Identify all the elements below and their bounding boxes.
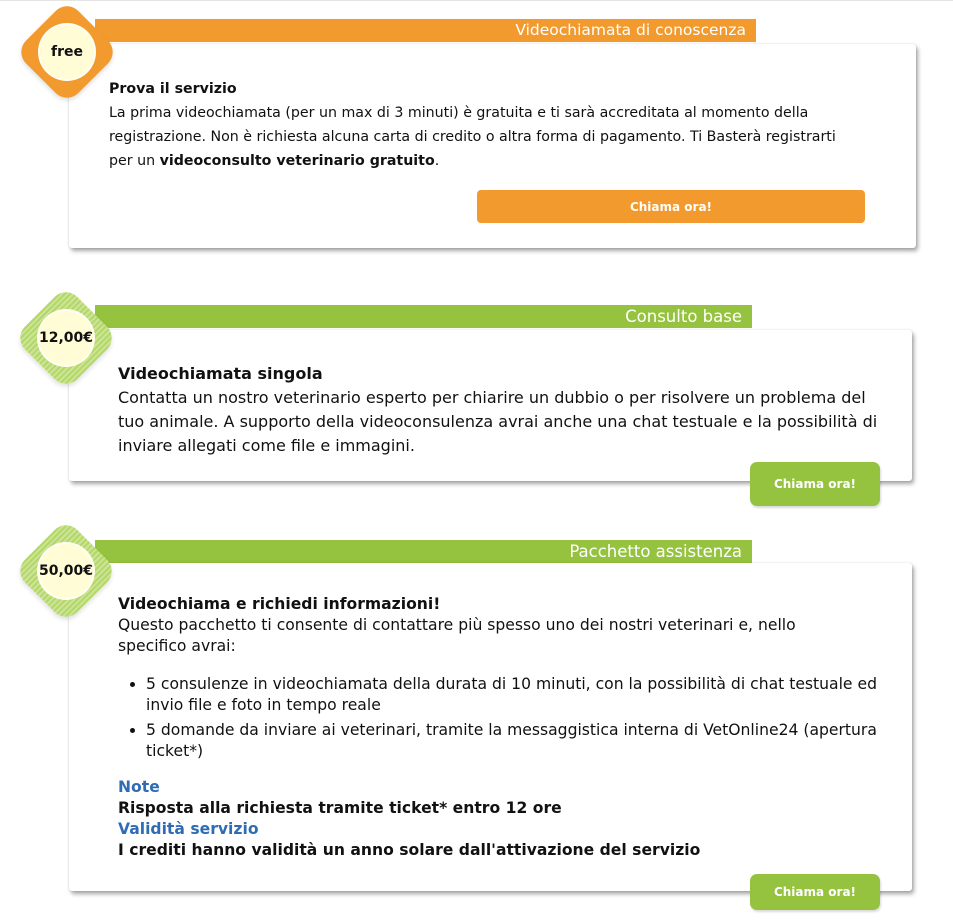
plan-text-line: La prima videochiamata (per un max di 3 minuti) è gratuita e ti sarà accreditata al momento della bbox=[109, 105, 809, 121]
plan-text: Contatta un nostro veterinario esperto per chiarire un dubbio o per risolvere un problema del tuo animale. A supporto della videoconsulenza avrai anche una chat testuale e la possibilità di inviare allegati come file e immagini. bbox=[118, 388, 878, 455]
feature-list bbox=[118, 674, 886, 762]
plan-ribbon: Pacchetto assistenza bbox=[95, 540, 752, 563]
plan-text: Questo pacchetto ti consente di contattare più spesso uno dei nostri veterinari e, nello specifico avrai: bbox=[118, 616, 796, 655]
call-now-button[interactable]: Chiama ora! bbox=[750, 462, 880, 506]
plan-title: Prova il servizio bbox=[109, 81, 237, 97]
note-text: Risposta alla richiesta tramite ticket* entro 12 ore bbox=[118, 799, 562, 817]
call-now-button[interactable]: Chiama ora! bbox=[750, 874, 880, 910]
plan-text-line: registrazione. Non è richiesta alcuna carta di credito o altra forma di pagamento. Ti Basterà registrarti bbox=[109, 129, 836, 145]
plan-ribbon: Consulto base bbox=[95, 305, 752, 328]
validity-heading: Validità servizio bbox=[118, 820, 259, 838]
plan-text-highlight: videoconsulto veterinario gratuito bbox=[159, 153, 435, 169]
plan-ribbon: Videochiamata di conoscenza bbox=[95, 19, 756, 42]
plan-text-segment: . bbox=[434, 153, 440, 169]
feature-item: • 5 consulenze in videochiamata della durata di 10 minuti, con la possibilità di chat testuale ed invio file e foto in tempo reale bbox=[146, 674, 886, 716]
plan-description bbox=[118, 594, 888, 861]
plan-text-line bbox=[109, 149, 899, 173]
top-divider bbox=[0, 0, 953, 1]
call-now-button[interactable]: Chiama ora! bbox=[477, 190, 865, 223]
plan-title: Videochiamata singola bbox=[118, 364, 323, 383]
feature-item: • 5 domande da inviare ai veterinari, tramite la messaggistica interna di VetOnline24 (apertura ticket*) bbox=[146, 720, 886, 762]
plan-title: Videochiama e richiedi informazioni! bbox=[118, 595, 441, 613]
plan-description bbox=[118, 362, 888, 458]
validity-text: I crediti hanno validità un anno solare dall'attivazione del servizio bbox=[118, 841, 701, 859]
price-badge: 12,00€ bbox=[37, 309, 95, 367]
plan-description bbox=[109, 77, 899, 173]
note-heading: Note bbox=[118, 778, 160, 796]
price-badge: 50,00€ bbox=[37, 542, 95, 600]
price-badge: free bbox=[38, 23, 96, 81]
plan-text-segment: per un bbox=[109, 153, 160, 169]
